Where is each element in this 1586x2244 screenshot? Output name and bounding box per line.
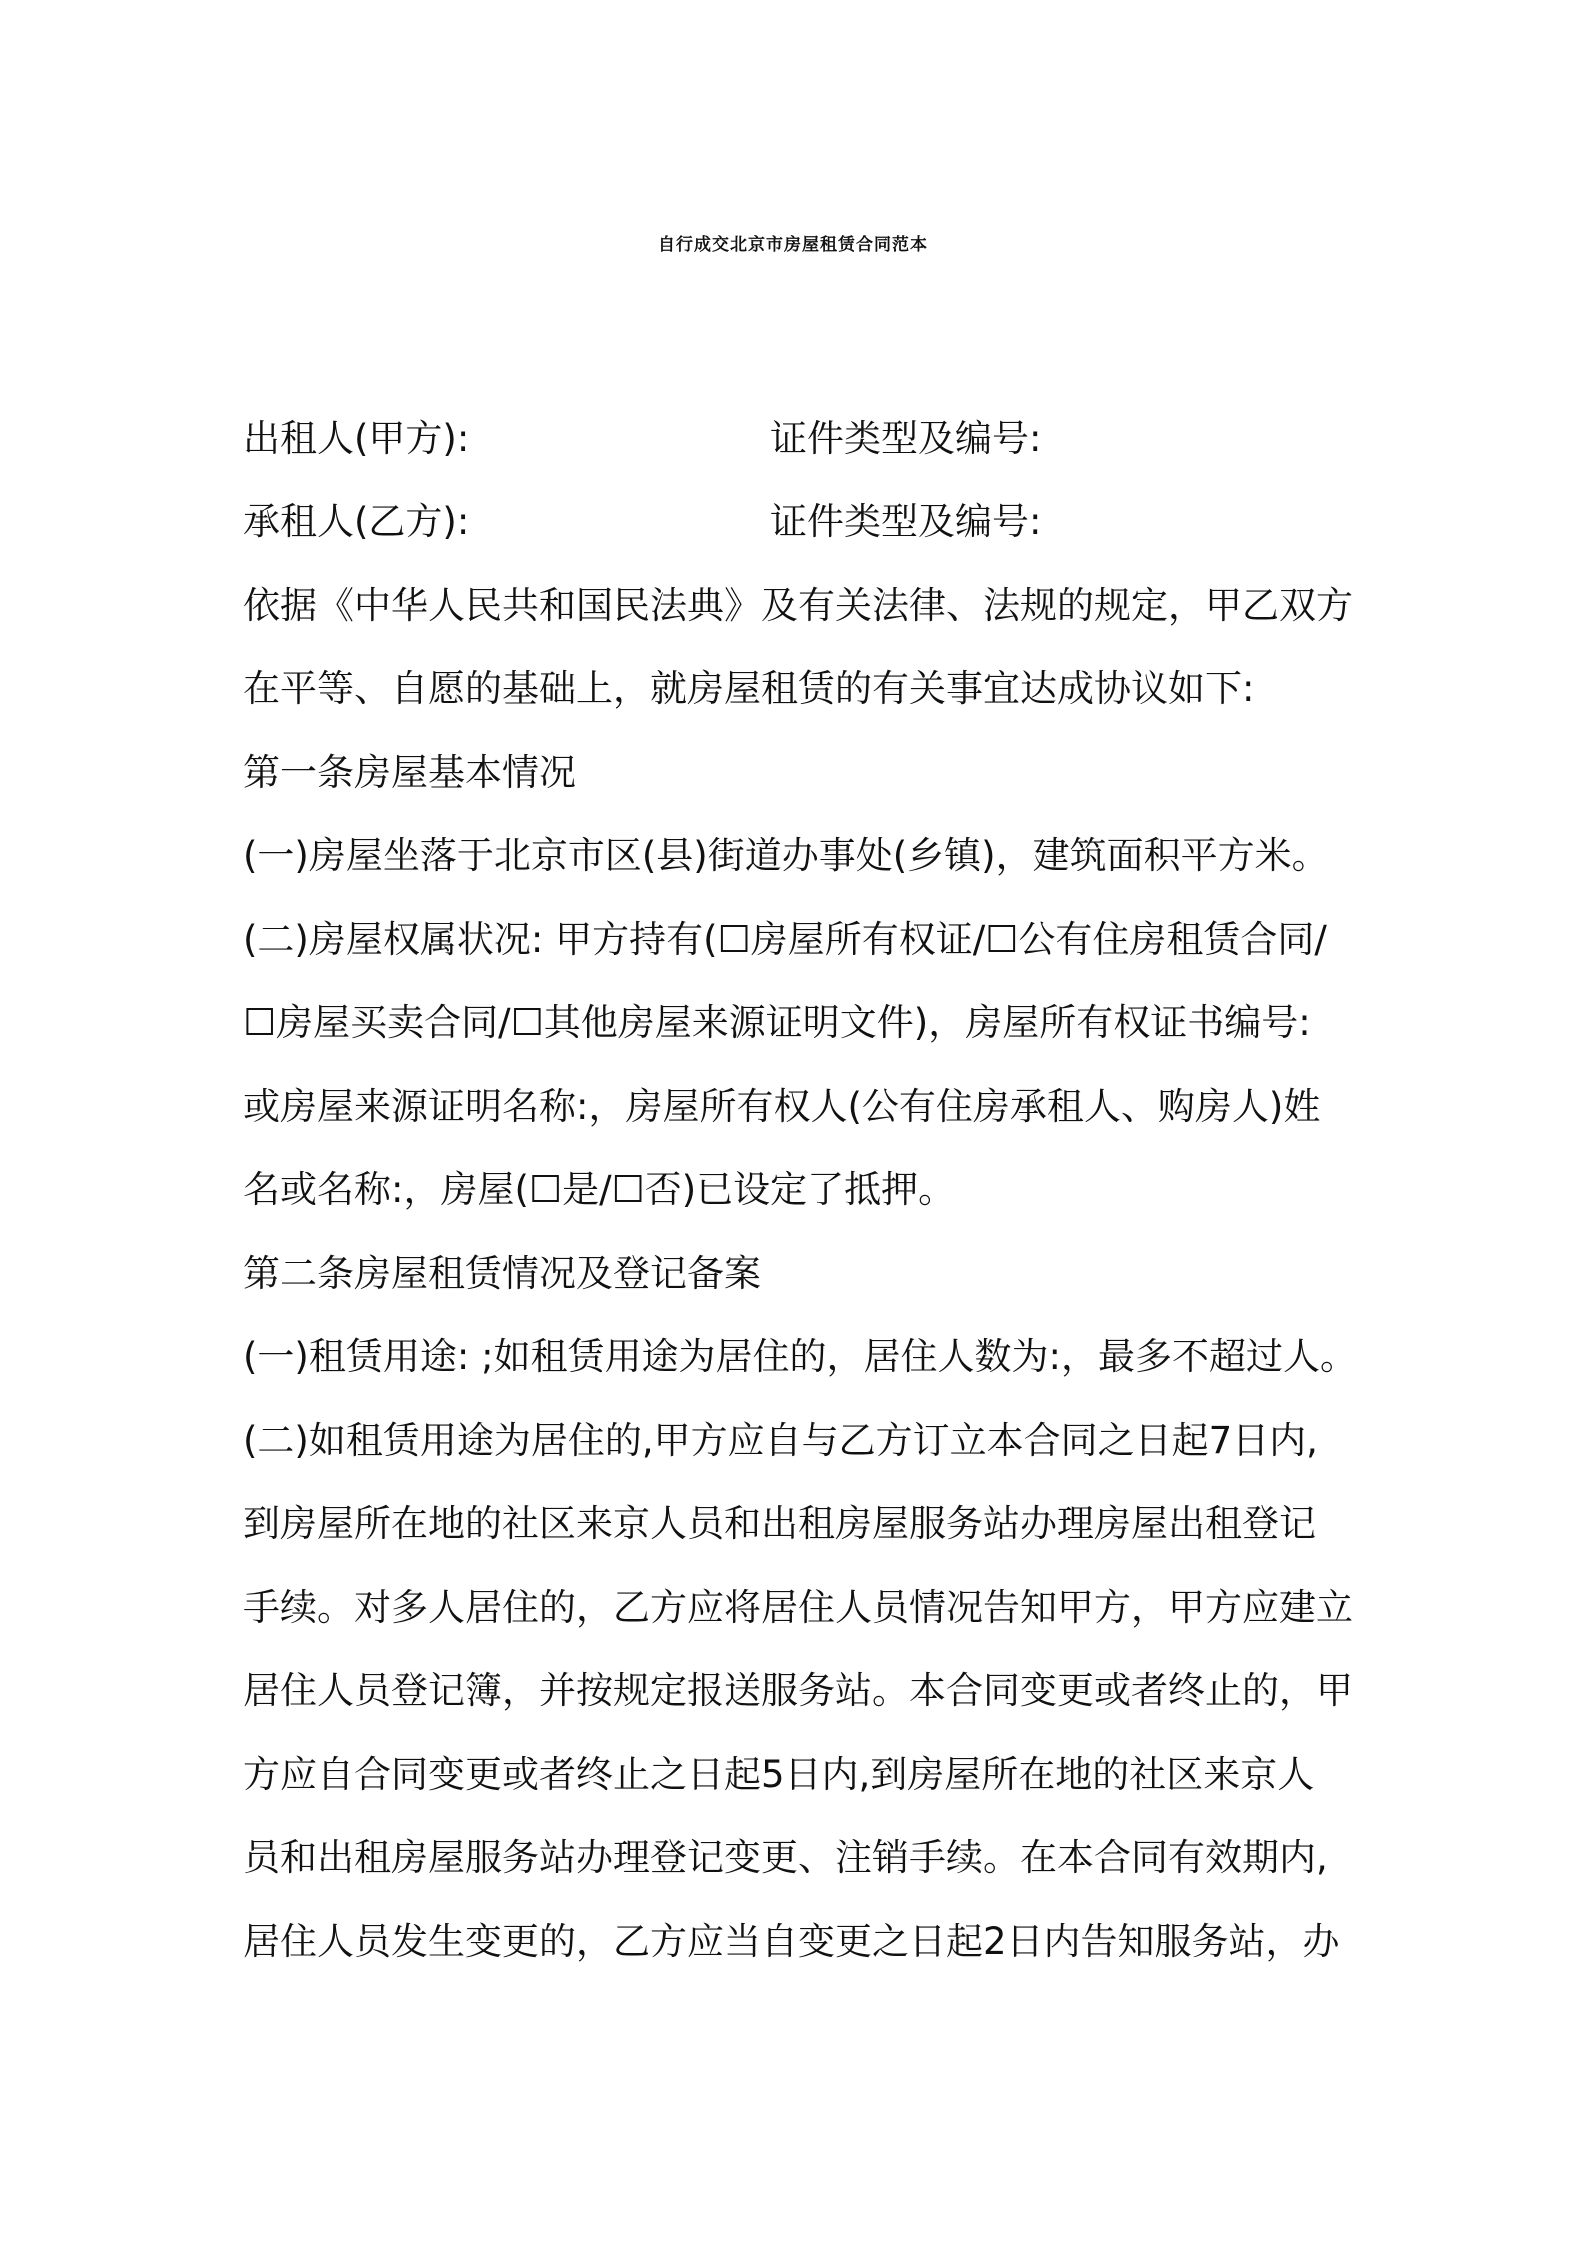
paragraph-line: 手续。对多人居住的，乙方应将居住人员情况告知甲方，甲方应建立 (243, 1586, 1353, 1629)
paragraph-line: (二)房屋权属状况: 甲方持有(☐房屋所有权证/☐公有住房租赁合同/ (243, 918, 1327, 961)
lessee-row (243, 497, 1041, 547)
paragraph-line: 居住人员登记簿，并按规定报送服务站。本合同变更或者终止的，甲 (243, 1669, 1353, 1712)
paragraph-line: 在平等、自愿的基础上，就房屋租赁的有关事宜达成协议如下: (243, 667, 1255, 710)
section-heading: 第一条房屋基本情况 (243, 751, 576, 794)
paragraph-line: 或房屋来源证明名称:，房屋所有权人(公有住房承租人、购房人)姓 (243, 1085, 1321, 1128)
lessor-row (243, 414, 1041, 464)
paragraph-line: 方应自合同变更或者终止之日起5日内,到房屋所在地的社区来京人 (243, 1753, 1315, 1796)
section-heading: 第二条房屋租赁情况及登记备案 (243, 1252, 761, 1295)
paragraph-line: 到房屋所在地的社区来京人员和出租房屋服务站办理房屋出租登记 (243, 1502, 1316, 1545)
lessee-id-label: 证件类型及编号: (770, 500, 1042, 543)
lessor-id-label: 证件类型及编号: (770, 417, 1042, 460)
lessee-label: 承租人(乙方): (243, 500, 470, 543)
paragraph-line: 员和出租房屋服务站办理登记变更、注销手续。在本合同有效期内, (243, 1836, 1328, 1879)
paragraph-line: 名或名称:，房屋(☐是/☐否)已设定了抵押。 (243, 1168, 956, 1211)
paragraph-line: (二)如租赁用途为居住的,甲方应自与乙方订立本合同之日起7日内, (243, 1419, 1318, 1462)
paragraph-line: (一)房屋坐落于北京市区(县)街道办事处(乡镇)，建筑面积平方米。 (243, 834, 1329, 877)
paragraph-line: (一)租赁用途: ;如租赁用途为居住的，居住人数为:，最多不超过人。 (243, 1335, 1358, 1378)
paragraph-line: ☐房屋买卖合同/☐其他房屋来源证明文件)，房屋所有权证书编号: (243, 1001, 1311, 1044)
document-title: 自行成交北京市房屋租赁合同范本 (658, 235, 928, 255)
paragraph-line: 居住人员发生变更的，乙方应当自变更之日起2日内告知服务站，办 (243, 1920, 1340, 1963)
paragraph-line: 依据《中华人民共和国民法典》及有关法律、法规的规定，甲乙双方 (243, 584, 1353, 627)
lessor-label: 出租人(甲方): (243, 417, 470, 460)
